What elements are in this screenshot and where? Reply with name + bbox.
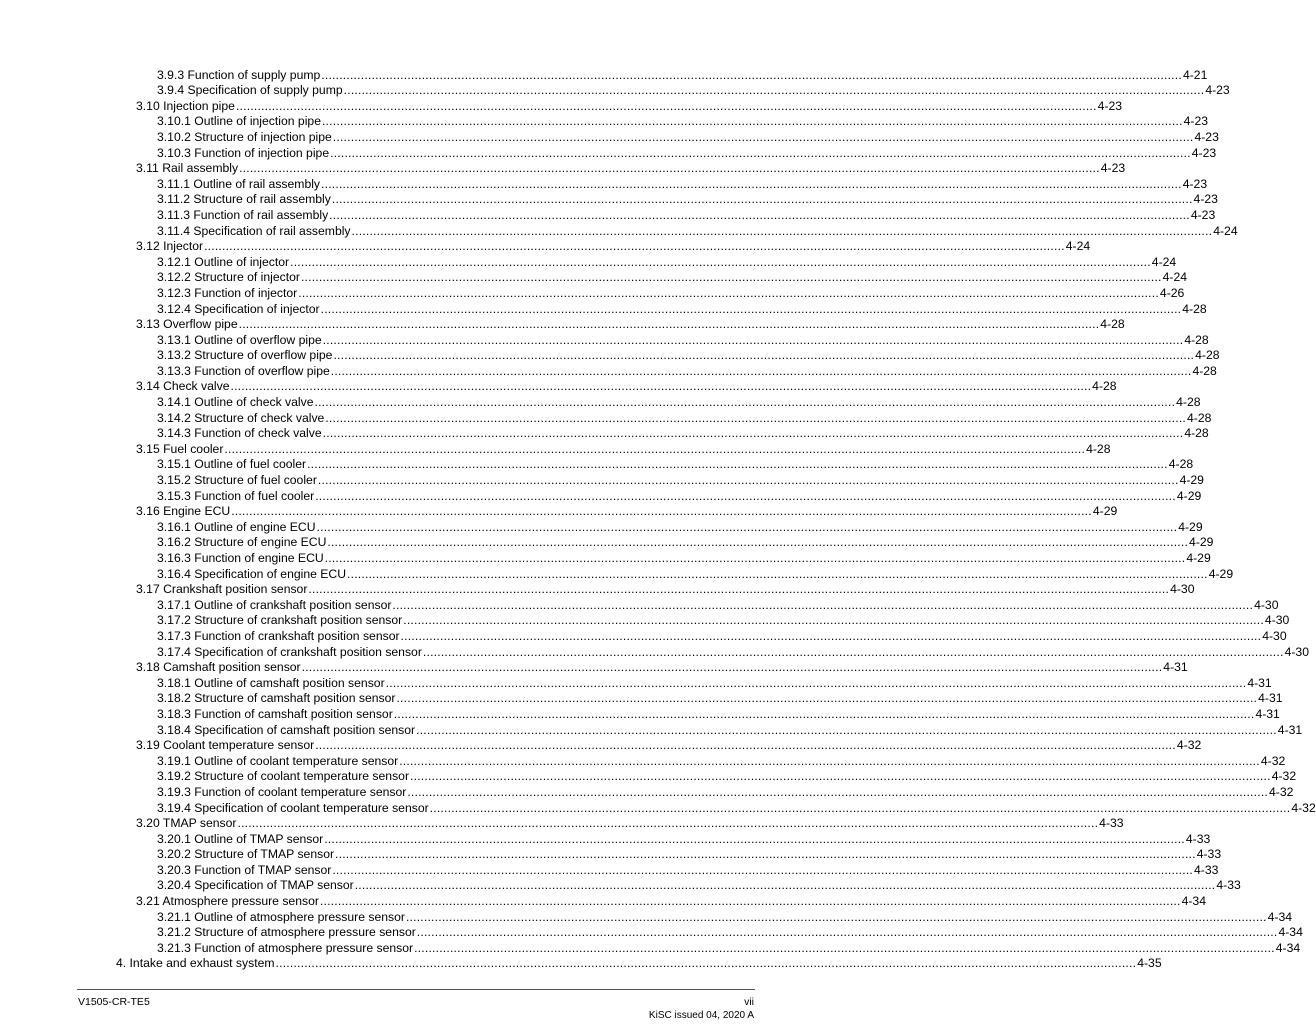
toc-entry-page: 4-34 [1267,909,1293,924]
toc-entry-page: 4-28 [1187,410,1212,425]
toc-entry[interactable] [0,440,1111,456]
toc-entry[interactable] [0,830,1211,846]
dot-leader [323,427,1184,440]
toc-entry-page: 4-28 [1176,395,1201,410]
toc-entry[interactable] [0,393,1201,410]
toc-entry-page: 4-24 [1151,254,1177,269]
toc-entry-title: 3.20.1 Outline of TMAP sensor [157,831,324,846]
toc-entry-page: 4-30 [1170,582,1195,597]
dot-leader [355,879,1216,892]
table-of-contents [0,66,1316,971]
toc-entry-title: 3.17.1 Outline of crankshaft position sensor [157,597,392,612]
dot-leader [392,599,1253,612]
toc-entry-title: 3.15.3 Function of fuel cooler [157,488,315,503]
toc-entry[interactable] [0,861,1219,877]
toc-entry-title: 3.17.2 Structure of crankshaft position sensor [157,613,403,628]
toc-entry[interactable] [0,596,1279,612]
toc-entry-title: 3.18.1 Outline of camshaft position sensor [157,675,385,690]
toc-entry-title: 3.12.2 Structure of injector [157,270,300,285]
toc-entry-page: 4-24 [1065,239,1091,254]
dot-leader [276,957,1137,970]
toc-entry[interactable] [0,518,1203,534]
toc-entry-page: 4-31 [1255,706,1280,721]
toc-entry[interactable] [0,908,1293,924]
toc-entry-title: 3.14.1 Outline of check valve [157,395,314,410]
toc-entry-page: 4-23 [1100,161,1126,176]
toc-entry-page: 4-28 [1195,348,1220,363]
toc-entry[interactable] [0,799,1316,815]
toc-entry-page: 4-29 [1186,551,1211,565]
dot-leader [239,162,1100,175]
toc-entry[interactable] [0,66,1208,82]
toc-entry-page: 4-33 [1196,847,1222,862]
toc-entry-title: 3.16.4 Specification of engine ECU [157,566,347,581]
footer-page-number: vii [744,996,754,1008]
toc-entry-title: 3.9.3 Function of supply pump [157,67,321,82]
toc-entry[interactable] [0,549,1211,565]
toc-entry-title: 3.16.3 Function of engine ECU [157,551,324,565]
dot-leader [407,786,1268,799]
toc-entry-page: 4-21 [1182,67,1208,82]
dot-leader [386,677,1247,690]
toc-entry[interactable] [0,206,1216,222]
dot-leader [403,614,1264,627]
toc-entry-title: 3.19.4 Specification of coolant temperature sensor [157,800,429,815]
dot-leader [321,178,1182,191]
toc-entry-title: 3.14.3 Function of check valve [157,426,322,441]
dot-leader [318,474,1179,487]
toc-entry-title: 3.21 Atmosphere pressure sensor [136,894,319,909]
toc-entry[interactable] [0,300,1207,316]
toc-entry[interactable] [0,643,1309,659]
toc-entry-title: 3.13 Overflow pipe [136,317,238,332]
toc-entry-page: 4-33 [1099,816,1124,831]
dot-leader [302,661,1163,674]
toc-entry[interactable] [0,783,1294,799]
dot-leader [399,755,1260,768]
toc-entry-page: 4-24 [1213,223,1238,238]
dot-leader [321,303,1182,316]
dot-leader [238,817,1099,830]
toc-entry-page: 4-31 [1163,660,1188,675]
dot-leader [231,505,1092,518]
dot-leader [322,115,1183,128]
toc-entry[interactable] [0,939,1301,955]
toc-entry-title: 3.20.2 Structure of TMAP sensor [157,847,335,862]
toc-entry-page: 4-30 [1262,628,1287,643]
toc-entry-title: 3.18.2 Structure of camshaft position sensor [157,691,396,706]
dot-leader [315,739,1176,752]
toc-entry-title: 3.15.2 Structure of fuel cooler [157,473,317,488]
dot-leader [396,692,1257,705]
dot-leader [329,209,1190,222]
dot-leader [332,193,1193,206]
toc-entry-page: 4-29 [1189,535,1214,550]
toc-entry-title: 3.21.2 Structure of atmosphere pressure sensor [157,925,416,940]
toc-entry-title: 3.11.2 Structure of rail assembly [157,192,331,207]
toc-entry-page: 4-33 [1216,878,1241,893]
toc-entry[interactable] [0,659,1188,675]
toc-entry[interactable] [0,815,1124,831]
toc-entry-title: 3.21.3 Function of atmosphere pressure sensor [157,940,414,955]
toc-entry[interactable] [0,768,1297,784]
toc-entry-title: 3.17.4 Specification of crankshaft position sensor [157,644,422,659]
toc-entry-title: 3.16.1 Outline of engine ECU [157,519,316,534]
toc-entry-page: 4-28 [1086,441,1111,456]
toc-entry-page: 4-23 [1191,145,1217,160]
toc-entry-title: 3.16 Engine ECU [136,504,231,519]
toc-entry-title: 3.19.2 Structure of coolant temperature sensor [157,769,410,784]
toc-entry-title: 3.21.1 Outline of atmosphere pressure sensor [157,909,405,924]
toc-entry-page: 4-33 [1194,862,1219,877]
dot-leader [323,334,1184,347]
toc-entry-page: 4-32 [1271,769,1297,784]
toc-entry-page: 4-31 [1258,691,1283,706]
toc-entry[interactable] [0,222,1238,238]
dot-leader [410,770,1271,783]
dot-leader [417,926,1278,939]
dot-leader [335,848,1196,861]
dot-leader [333,131,1194,144]
toc-entry[interactable] [0,284,1185,300]
footer-doc-code: V1505-CR-TE5 [78,996,150,1008]
dot-leader [401,630,1262,643]
toc-entry-title: 4. Intake and exhaust system [116,956,275,971]
dot-leader [331,365,1192,378]
toc-entry[interactable] [0,924,1303,940]
dot-leader [231,380,1092,393]
toc-entry[interactable] [0,82,1230,98]
toc-entry[interactable] [0,503,1118,519]
toc-entry[interactable] [0,955,1162,971]
toc-entry-page: 4-23 [1182,176,1208,191]
toc-entry[interactable] [0,456,1194,472]
toc-entry[interactable] [0,238,1091,254]
toc-entry-title: 3.10.1 Outline of injection pipe [157,114,321,129]
toc-entry-page: 4-23 [1194,129,1219,144]
toc-entry-page: 4-28 [1168,457,1194,472]
toc-entry[interactable] [0,128,1219,144]
dot-leader [325,412,1186,425]
toc-entry-title: 3.10.3 Function of injection pipe [157,145,330,160]
toc-entry-page: 4-32 [1176,738,1202,753]
toc-entry-title: 3.17 Crankshaft position sensor [136,582,308,597]
toc-entry-page: 4-24 [1162,270,1188,285]
toc-entry[interactable] [0,721,1303,737]
toc-entry[interactable] [0,581,1195,597]
dot-leader [325,552,1186,565]
toc-entry[interactable] [0,690,1283,706]
toc-entry-page: 4-31 [1247,675,1272,690]
toc-entry-title: 3.13.2 Structure of overflow pipe [157,348,333,363]
toc-entry-page: 4-33 [1185,831,1211,846]
dot-leader [224,443,1085,456]
dot-leader [333,349,1194,362]
toc-entry-page: 4-32 [1291,800,1316,815]
toc-entry-page: 4-30 [1284,644,1309,659]
toc-entry-title: 3.12.4 Specification of injector [157,301,320,316]
toc-entry[interactable] [0,269,1188,285]
toc-entry-page: 4-26 [1159,285,1185,300]
toc-entry-title: 3.17.3 Function of crankshaft position sensor [157,628,400,643]
toc-entry[interactable] [0,877,1241,893]
toc-entry[interactable] [0,409,1212,425]
toc-entry-title: 3.15.1 Outline of fuel cooler [157,457,307,472]
dot-leader [430,802,1291,815]
toc-entry[interactable] [0,425,1209,441]
toc-entry-title: 3.16.2 Structure of engine ECU [157,535,327,550]
toc-entry[interactable] [0,565,1234,581]
dot-leader [290,256,1151,269]
toc-entry-title: 3.12.3 Function of injector [157,285,298,300]
dot-leader [414,942,1275,955]
toc-entry[interactable] [0,316,1125,332]
toc-entry-title: 3.14.2 Structure of check valve [157,410,325,425]
toc-entry-page: 4-29 [1176,488,1202,503]
dot-leader [416,724,1277,737]
dot-leader [308,583,1169,596]
dot-leader [301,271,1162,284]
toc-entry-page: 4-23 [1190,207,1216,222]
toc-entry-title: 3.18.3 Function of camshaft position sensor [157,706,393,721]
footer-divider [77,989,755,990]
toc-entry-page: 4-32 [1269,784,1294,799]
dot-leader [327,536,1188,549]
toc-entry-page: 4-34 [1181,894,1206,909]
dot-leader [321,69,1182,82]
toc-entry[interactable] [0,737,1202,753]
toc-entry-title: 3.11.3 Function of rail assembly [157,207,329,222]
toc-entry-page: 4-29 [1208,566,1234,581]
toc-entry-title: 3.11.1 Outline of rail assembly [157,176,321,191]
toc-entry-page: 4-30 [1254,597,1279,612]
dot-leader [298,287,1159,300]
toc-entry-page: 4-31 [1277,722,1303,737]
toc-entry-page: 4-28 [1182,301,1207,316]
dot-leader [423,646,1284,659]
toc-entry-title: 3.20 TMAP sensor [136,816,237,831]
toc-entry[interactable] [0,347,1220,363]
toc-entry[interactable] [0,362,1217,378]
dot-leader [330,147,1191,160]
toc-entry-page: 4-34 [1275,940,1301,955]
toc-entry-page: 4-29 [1179,473,1204,488]
toc-entry-page: 4-30 [1264,613,1290,628]
dot-leader [347,568,1208,581]
toc-entry-page: 4-28 [1092,379,1117,394]
dot-leader [317,521,1178,534]
toc-entry-title: 3.20.4 Specification of TMAP sensor [157,878,354,893]
toc-entry[interactable] [0,471,1204,488]
dot-leader [394,708,1255,721]
toc-entry-page: 4-28 [1100,317,1125,332]
dot-leader [315,490,1176,503]
toc-entry-title: 3.9.4 Specification of supply pump [157,83,343,98]
toc-entry-page: 4-34 [1278,925,1303,940]
toc-entry-title: 3.15 Fuel cooler [136,441,224,456]
toc-entry[interactable] [0,612,1290,628]
toc-entry-page: 4-32 [1260,753,1286,768]
toc-entry[interactable] [0,191,1218,207]
toc-entry[interactable] [0,892,1206,909]
toc-entry-title: 3.13.1 Outline of overflow pipe [157,332,322,347]
toc-entry[interactable] [0,331,1209,347]
toc-entry-title: 3.13.3 Function of overflow pipe [157,363,330,378]
toc-entry-title: 3.10 Injection pipe [136,98,235,113]
toc-entry-title: 3.12 Injector [136,239,204,254]
toc-entry-title: 3.18.4 Specification of camshaft position sensor [157,722,416,737]
toc-entry-title: 3.19.1 Outline of coolant temperature sensor [157,753,399,768]
dot-leader [236,100,1097,113]
toc-entry-page: 4-28 [1184,332,1209,347]
dot-leader [324,833,1185,846]
dot-leader [344,84,1205,97]
toc-entry[interactable] [0,160,1126,176]
toc-entry[interactable] [0,534,1214,550]
toc-entry[interactable] [0,705,1280,721]
toc-entry-title: 3.19 Coolant temperature sensor [136,738,315,753]
toc-entry[interactable] [0,674,1272,690]
toc-entry[interactable] [0,175,1208,191]
dot-leader [239,318,1100,331]
toc-entry[interactable] [0,97,1123,113]
toc-entry[interactable] [0,144,1217,160]
toc-entry-page: 4-23 [1193,192,1218,207]
toc-entry-page: 4-28 [1192,363,1217,378]
toc-entry-title: 3.14 Check valve [136,379,230,394]
toc-entry-page: 4-23 [1205,83,1230,98]
toc-entry[interactable] [0,487,1202,503]
toc-entry-title: 3.19.3 Function of coolant temperature sensor [157,784,407,799]
toc-entry-title: 3.18 Camshaft position sensor [136,660,301,675]
toc-entry[interactable] [0,113,1209,129]
toc-entry-page: 4-35 [1137,956,1162,971]
dot-leader [315,396,1176,409]
dot-leader [406,911,1267,924]
toc-entry[interactable] [0,752,1286,768]
dot-leader [320,895,1181,908]
toc-entry-page: 4-28 [1184,426,1209,441]
toc-entry-page: 4-29 [1178,519,1203,534]
toc-entry[interactable] [0,378,1117,394]
toc-entry[interactable] [0,253,1177,269]
toc-entry-page: 4-29 [1092,504,1118,519]
toc-entry-title: 3.20.3 Function of TMAP sensor [157,862,332,877]
dot-leader [332,864,1193,877]
dot-leader [352,225,1213,238]
toc-entry-title: 3.12.1 Outline of injector [157,254,290,269]
toc-entry-title: 3.10.2 Structure of injection pipe [157,129,332,144]
toc-entry-title: 3.11 Rail assembly [136,161,239,176]
dot-leader [204,240,1065,253]
toc-entry[interactable] [0,846,1222,862]
toc-entry-page: 4-23 [1183,114,1209,129]
toc-entry[interactable] [0,627,1287,643]
toc-entry-page: 4-23 [1097,98,1123,113]
toc-entry-title: 3.11.4 Specification of rail assembly [157,223,351,238]
dot-leader [307,458,1168,471]
footer-issue: KiSC issued 04, 2020 A [648,1010,754,1021]
